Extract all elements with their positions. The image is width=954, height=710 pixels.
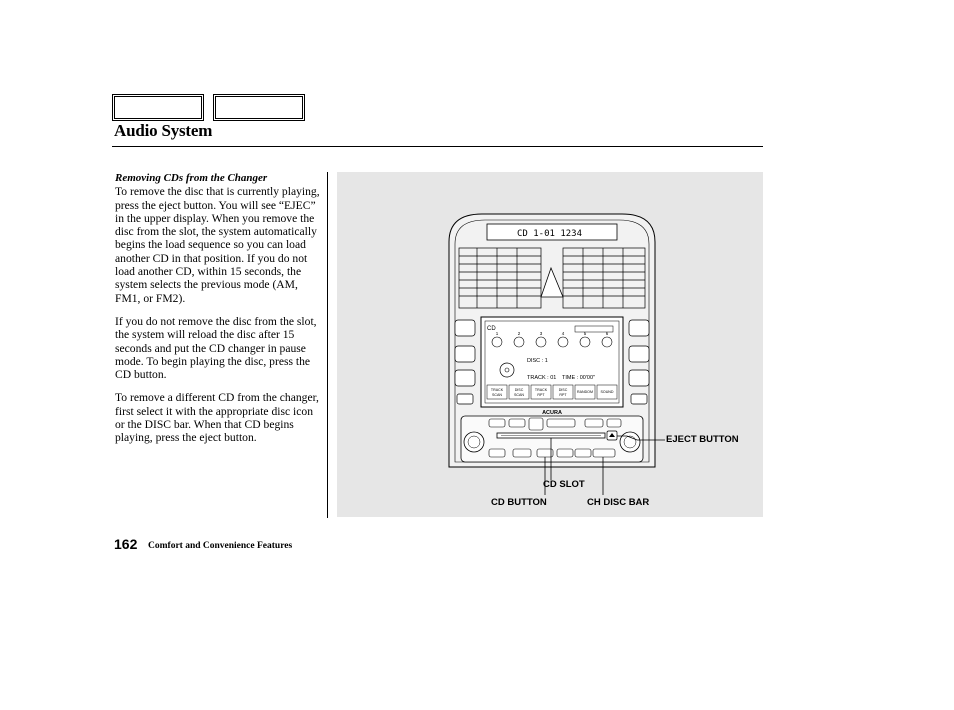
soft-button-disc-rpt[interactable] xyxy=(553,385,573,399)
soft-button-disc-scan[interactable] xyxy=(509,385,529,399)
disc-readout: DISC : 1 xyxy=(527,358,548,364)
svg-text:DISC: DISC xyxy=(514,388,524,392)
svg-text:RPT: RPT xyxy=(537,393,545,397)
soft-button-random[interactable] xyxy=(575,385,595,399)
soft-button-track-scan[interactable] xyxy=(487,385,507,399)
volume-knob[interactable] xyxy=(464,432,484,452)
preset-button-a[interactable] xyxy=(489,419,505,427)
cd-icon xyxy=(500,363,514,377)
svg-text:DISC: DISC xyxy=(558,388,568,392)
svg-text:RPT: RPT xyxy=(559,393,567,397)
svg-text:1: 1 xyxy=(495,331,499,336)
svg-text:SOUND: SOUND xyxy=(600,390,614,394)
tune-knob[interactable] xyxy=(620,432,640,452)
footer-section-title: Comfort and Convenience Features xyxy=(148,541,293,551)
paragraph-3: To remove a different CD from the changer, first select it with the appropriate disc icon or the DISC bar. When that CD begins playing, press the eject button. xyxy=(115,391,319,445)
audio-unit-figure xyxy=(337,172,763,517)
soft-button-track-rpt[interactable] xyxy=(531,385,551,399)
am-fm-button[interactable] xyxy=(489,449,505,457)
time-readout: TIME : 00'00" xyxy=(562,375,595,381)
page-title: Audio System xyxy=(114,121,213,140)
climate-small-button-left[interactable] xyxy=(457,394,473,404)
svg-text:SCAN: SCAN xyxy=(492,393,502,397)
paragraph-2: If you do not remove the disc from the slot, the system will reload the disc after 15 seconds and put the CD changer in pause mode. To begin playing the disc, press the CD button. xyxy=(115,314,317,382)
body-text xyxy=(115,172,325,455)
cd-button[interactable] xyxy=(537,449,553,457)
ch-disc-bar-callout: CH DISC BAR xyxy=(587,497,650,508)
svg-text:4: 4 xyxy=(561,331,565,336)
screen-mode-label: CD xyxy=(487,326,496,332)
preset-button-f[interactable] xyxy=(575,449,591,457)
cd-button-callout: CD BUTTON xyxy=(491,497,547,508)
rear-defrost-button[interactable] xyxy=(629,370,649,386)
svg-text:RANDOM: RANDOM xyxy=(577,390,593,394)
svg-text:TRACK: TRACK xyxy=(534,388,548,392)
auto-button[interactable] xyxy=(455,346,475,362)
svg-text:3: 3 xyxy=(539,331,543,336)
nav-tab-box-left[interactable] xyxy=(112,94,204,121)
defrost-button[interactable] xyxy=(455,370,475,386)
center-button[interactable] xyxy=(529,418,543,430)
nav-tab-box-right[interactable] xyxy=(213,94,305,121)
preset-button-c[interactable] xyxy=(547,419,575,427)
upper-display-text: CD 1-01 1234 xyxy=(517,229,583,239)
tape-button[interactable] xyxy=(513,449,531,457)
right-temp-button[interactable] xyxy=(629,320,649,336)
preset-button-d[interactable] xyxy=(585,419,603,427)
preset-button-b[interactable] xyxy=(509,419,525,427)
cd-slot-callout: CD SLOT xyxy=(543,479,585,490)
svg-text:6: 6 xyxy=(605,331,609,336)
preset-button-e[interactable] xyxy=(607,419,621,427)
svg-text:SCAN: SCAN xyxy=(514,393,524,397)
eject-button-callout: EJECT BUTTON xyxy=(666,434,739,445)
column-divider xyxy=(327,172,328,518)
soft-button-sound[interactable] xyxy=(597,385,617,399)
paragraph-1: To remove the disc that is currently playing, press the eject button. You will see “EJEC” in the upper display. When you remove the disc from the slot, the system automatically begins the load sequence so you can load another CD in that position. If you do not load another CD, within 15 seconds, the system selects the previous mode (AM, FM1, or FM2). xyxy=(115,185,320,305)
temp-button[interactable] xyxy=(455,320,475,336)
section-heading: Removing CDs from the Changer xyxy=(115,172,268,184)
page-number: 162 xyxy=(114,536,138,552)
svg-text:5: 5 xyxy=(583,331,587,336)
track-readout: TRACK : 01 xyxy=(527,375,557,381)
fan-button[interactable] xyxy=(629,346,649,362)
svg-text:2: 2 xyxy=(517,331,521,336)
climate-small-button-right[interactable] xyxy=(631,394,647,404)
brand-label: ACURA xyxy=(542,410,562,416)
title-rule xyxy=(112,146,763,147)
svg-text:TRACK: TRACK xyxy=(490,388,504,392)
aux-button[interactable] xyxy=(557,449,573,457)
ch-disc-bar[interactable] xyxy=(593,449,615,457)
audio-unit-drawing xyxy=(337,172,763,517)
